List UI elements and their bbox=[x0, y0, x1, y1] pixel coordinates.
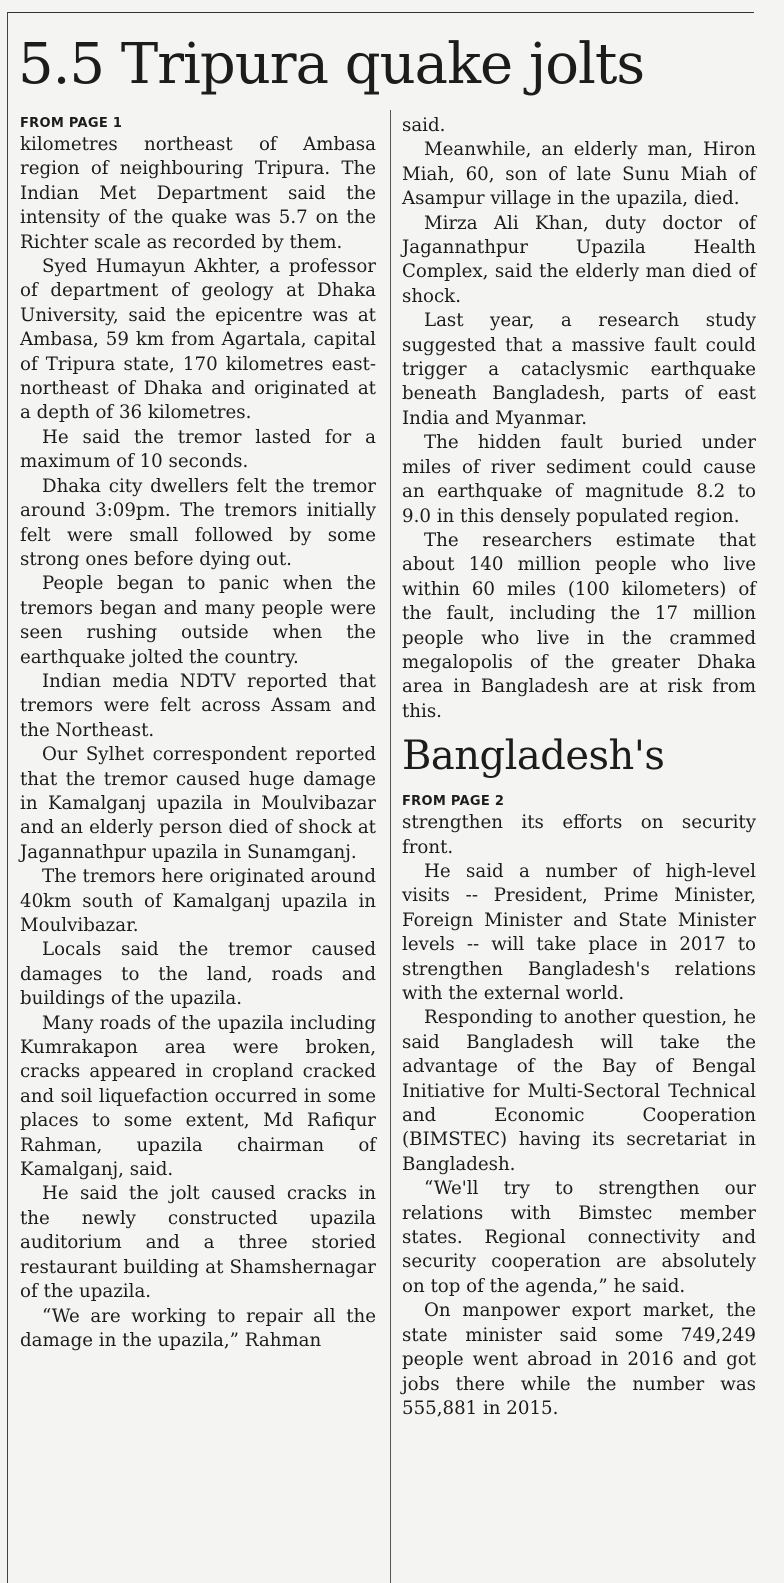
paragraph: “We'll try to strengthen our relations with Bimstec member states. Regional connectivity and security cooperation are absolutely on top of the agenda,” he said. bbox=[402, 1178, 756, 1297]
paragraph: strengthen its efforts on security front. bbox=[402, 812, 756, 858]
headline-quake: 5.5 Tripura quake jolts bbox=[18, 32, 645, 97]
paragraph: The hidden fault buried under miles of river sediment could cause an earthquake of magnitude 8.2 to 9.0 in this densely populated region. bbox=[402, 432, 756, 527]
paragraph: Many roads of the upazila including Kumrakapon area were broken, cracks appeared in cropland cracked and soil liquefaction occurred in some places to some extent, Md Rafiqur Rahman, upazila chairman of Kamalganj, said. bbox=[20, 1012, 376, 1181]
left-column bbox=[20, 114, 376, 1353]
paragraph: Our Sylhet correspondent reported that the tremor caused huge damage in Kamalganj upazila in Moulvibazar and an elderly person died of shock at Jagannathpur upazila in Sunamganj. bbox=[20, 744, 376, 863]
paragraph: “We are working to repair all the damage in the upazila,” Rahman bbox=[20, 1305, 376, 1351]
paragraph: Locals said the tremor caused damages to the land, roads and buildings of the upazila. bbox=[20, 939, 376, 1010]
column-divider bbox=[390, 110, 391, 1583]
paragraph: On manpower export market, the state minister said some 749,249 people went abroad in 2016 and got jobs there while the number was 555,881 in 2015. bbox=[402, 1300, 756, 1419]
right-column bbox=[402, 114, 756, 1421]
paragraph: He said a number of high-level visits -- President, Prime Minister, Foreign Minister and State Minister levels -- will take place in 2017 to strengthen Bangladesh's relations with the external world. bbox=[402, 860, 756, 1004]
paragraph: said. bbox=[402, 115, 446, 136]
paragraph: Dhaka city dwellers felt the tremor around 3:09pm. The tremors initially felt were small followed by some strong ones before dying out. bbox=[20, 475, 376, 570]
paragraph: kilometres northeast of Ambasa region of neighbouring Tripura. The Indian Met Department said the intensity of the quake was 5.7 on the Richter scale as recorded by them. bbox=[20, 134, 376, 253]
paragraph: Meanwhile, an elderly man, Hiron Miah, 60, son of late Sunu Miah of Asampur village in the upazila, died. bbox=[402, 139, 756, 210]
left-border bbox=[7, 12, 8, 1583]
paragraph: The tremors here originated around 40km south of Kamalganj upazila in Moulvibazar. bbox=[20, 866, 376, 936]
paragraph: Indian media NDTV reported that tremors were felt across Assam and the Northeast. bbox=[20, 670, 376, 741]
paragraph: Syed Humayun Akhter, a professor of department of geology at Dhaka University, said the epicentre was at Ambasa, 59 km from Agartala, capital of Tripura state, 170 kilometres east-northeast of Dhaka and originated at a depth of 36 kilometres. bbox=[20, 256, 376, 424]
paragraph: He said the jolt caused cracks in the newly constructed upazila auditorium and a three storied restaurant building at Shamshernagar of the upazila. bbox=[20, 1183, 376, 1303]
paragraph: Mirza Ali Khan, duty doctor of Jagannathpur Upazila Health Complex, said the elderly man died of shock. bbox=[402, 212, 756, 307]
paragraph: The researchers estimate that about 140 million people who live within 60 miles (100 kilometers) of the fault, including the 17 million people who live in the crammed megalopolis of the greater Dhaka area in Bangladesh are at risk from this. bbox=[402, 529, 756, 722]
kicker-from-page-2: FROM PAGE 2 bbox=[402, 794, 505, 810]
paragraph: He said the tremor lasted for a maximum of 10 seconds. bbox=[20, 426, 376, 473]
paragraph: Responding to another question, he said Bangladesh will take the advantage of the Bay of Bengal Initiative for Multi-Sectoral Technical and Economic Cooperation (BIMSTEC) having its secretariat in Bangladesh. bbox=[402, 1007, 756, 1175]
paragraph: Last year, a research study suggested that a massive fault could trigger a cataclysmic earthquake beneath Bangladesh, parts of east India and Myanmar. bbox=[402, 310, 756, 429]
paragraph: People began to panic when the tremors began and many people were seen rushing outside when the earthquake jolted the country. bbox=[20, 573, 376, 668]
headline-bangladesh: Bangladesh's bbox=[402, 733, 665, 780]
kicker-from-page-1: FROM PAGE 1 bbox=[20, 116, 123, 131]
top-rule bbox=[8, 12, 754, 13]
